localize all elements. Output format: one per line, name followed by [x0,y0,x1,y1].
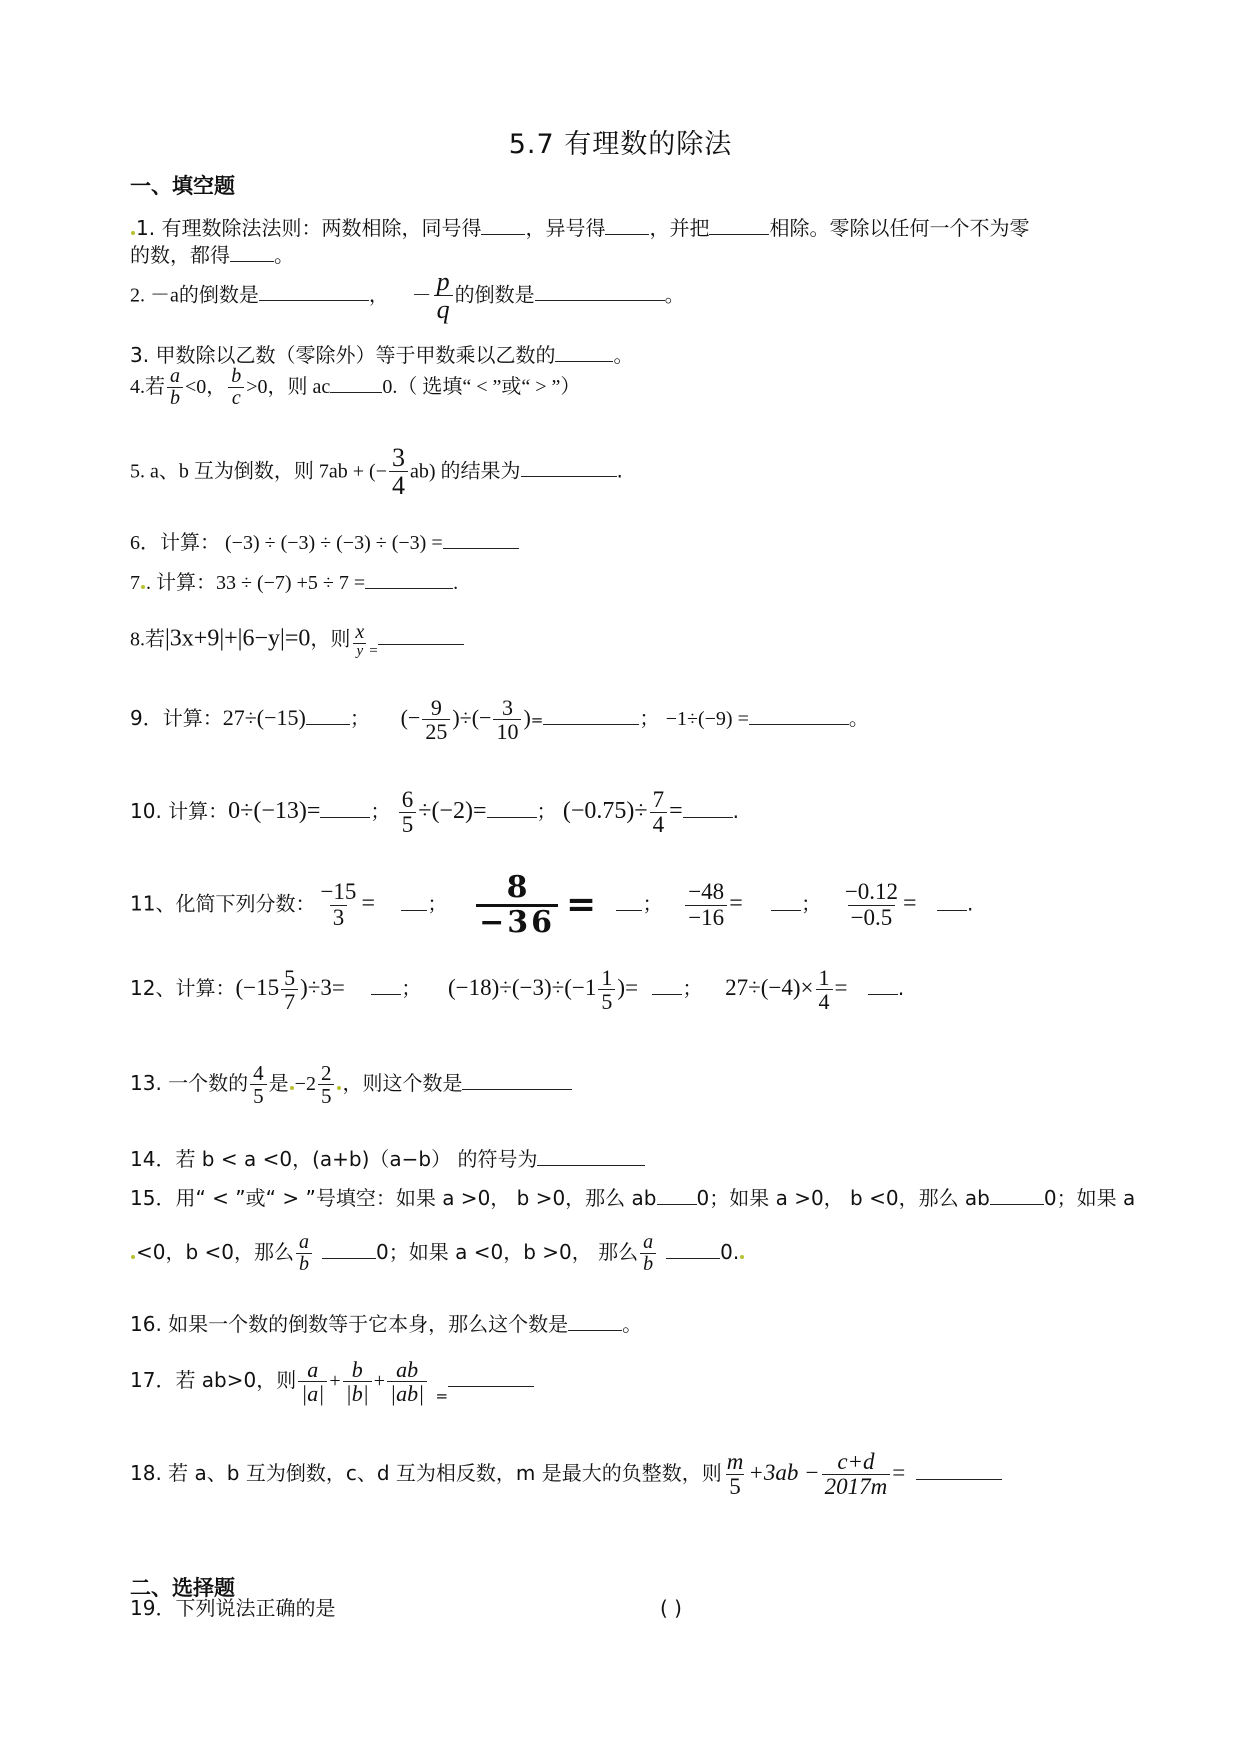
fraction-three-quarters: $\frac{3}{4}$ [389,444,408,500]
question-4: 4.若 $\frac{a}{b}$ <0， $\frac{b}{c}$ >0，则 ac 0.（ 选填“ < ”或“ > ”） [130,365,581,409]
expression-27-div-15: 27÷(−15) [222,705,306,731]
answer-blank[interactable] [916,1459,1002,1480]
answer-blank[interactable] [481,214,525,235]
question-2: 2. －a的倒数是 ， － $\frac{p}{q}$ 的倒数是 。 [130,267,685,325]
answer-blank[interactable] [568,1310,622,1331]
section-fill-heading: 一、填空题 [130,174,235,198]
question-1: 1. 有理数除法法则：两数相除，同号得 ，异号得 ，并把 相除。零除以任何一个不为零 [130,214,1029,240]
question-19-answer-bracket[interactable]: ( ) [660,1596,682,1620]
fraction-a-over-b: $\frac{a}{b}$ [167,366,183,409]
answer-blank[interactable] [616,890,642,911]
fraction-m-over-5: $\frac{m}{5}$ [726,1449,744,1500]
answer-blank[interactable] [462,1069,572,1090]
question-11: 11、化简下列分数： $\frac{-15}{3}$ = ； $\frac{8}{-36}$ = ； $\frac{-48}{-16}$ = ； $\frac{-0.12}{-0.5}$ = . [130,870,974,940]
fraction-5-over-7: $\frac{5}{7}$ [281,966,298,1013]
question-14: 14．若 b < a <0，(a+b)（a−b） 的符号为 [130,1145,645,1171]
answer-blank[interactable] [868,974,898,995]
answer-blank[interactable] [683,797,733,818]
answer-blank[interactable] [320,797,370,818]
question-9: 9．计算：27÷(−15) ； (− $\frac{9}{25}$ )÷(− $\frac{3}{10}$ )= ； −1÷(−9) = 。 [130,695,869,745]
dot-mark [141,585,145,589]
fraction-neg012-over-neg05: $\frac{-0.12}{-0.5}$ [844,879,899,930]
answer-blank[interactable] [543,704,639,725]
question-17: 17．若 ab>0，则 $\frac{a}{|a|}$ + $\frac{b}{|b|}$ + $\frac{ab}{|ab|}$ = [130,1358,534,1405]
answer-blank[interactable] [555,341,613,362]
dot-mark [740,1255,744,1259]
question-15: 15．用“ < ”或“ > ”号填空：如果 a >0， b >0，那么 ab 0；如果 a >0， b <0，那么 ab 0；如果 a [130,1186,1136,1210]
answer-blank[interactable] [443,528,519,549]
answer-blank[interactable] [378,624,464,645]
answer-blank[interactable] [709,214,769,235]
expression-neg1-div-9: −1÷(−9) = [665,708,749,731]
fraction-9-over-25: $\frac{9}{25}$ [422,696,450,743]
question-1-line-2: 的数，都得 。 [130,243,294,267]
answer-blank[interactable] [259,280,369,301]
question-7: 7 . 计算：33 ÷ (−7) +5 ÷ 7 = . [130,568,458,595]
answer-blank[interactable] [990,1184,1044,1205]
dot-mark [131,231,135,235]
question-3: 3. 甲数除以乙数（零除外）等于甲数乘以乙数的 。 [130,343,634,367]
question-12: 12、计算：(−15 $\frac{5}{7}$ )÷3= ； (−18)÷(−3)÷(−1 $\frac{1}{5}$ )= ； 27÷(−4)× $\frac{1}{4}$ = . [130,965,905,1015]
fraction-c-plus-d-over-2017m: $\frac{c+d}{2017m}$ [822,1450,891,1499]
answer-blank[interactable] [401,890,427,911]
dot-mark [290,1086,294,1090]
fraction-neg48-over-neg16: $\frac{-48}{-16}$ [685,880,727,929]
answer-blank[interactable] [448,1366,534,1387]
fraction-a-over-b: $\frac{a}{b}$ [640,1232,656,1275]
fraction-b-over-c: $\frac{b}{c}$ [228,366,244,409]
fraction-neg15-over-3: $\frac{-15}{3}$ [320,879,357,930]
fraction-2-over-5: $\frac{2}{5}$ [318,1062,335,1107]
question-16: 16. 如果一个数的倒数等于它本身，那么这个数是 。 [130,1312,643,1336]
fraction-a-over-b: $\frac{a}{b}$ [296,1232,312,1275]
fraction-4-over-5: $\frac{4}{5}$ [250,1062,267,1107]
answer-blank[interactable] [937,890,967,911]
answer-blank[interactable] [652,974,682,995]
dot-mark [337,1086,341,1090]
question-10: 10. 计算：0÷(−13)= ； $\frac{6}{5}$ ÷(−2)= ； (−0.75)÷ $\frac{7}{4}$ = . [130,787,739,838]
answer-blank[interactable] [749,704,849,725]
answer-blank[interactable] [605,214,649,235]
answer-blank[interactable] [330,372,382,393]
answer-blank[interactable] [771,890,801,911]
question-6: 6．计算： (−3) ÷ (−3) ÷ (−3) ÷ (−3) = [130,528,519,555]
answer-blank[interactable] [306,704,350,725]
equation-absolute-value: |3x+9|+|6−y|=0 [165,625,311,652]
fraction-8-over-neg36: $\frac{8}{-36}$ [476,872,558,938]
fraction-x-over-y: $\frac{x}{y}$ [355,621,365,659]
answer-blank[interactable] [487,797,537,818]
answer-blank[interactable] [666,1238,720,1259]
fraction-ab-over-abs-ab: $\frac{ab}{|ab|}$ [387,1358,427,1405]
question-13: 13. 一个数的 $\frac{4}{5}$ 是 −2 $\frac{2}{5}$ ，则这个数是 [130,1062,572,1107]
fraction-3-over-10: $\frac{3}{10}$ [493,696,521,743]
expression-0-div-13: 0÷(−13)= [228,798,321,825]
fraction-b-over-abs-b: $\frac{b}{|b|}$ [343,1358,372,1405]
fraction-7-over-4: $\frac{7}{4}$ [650,788,668,837]
section-choice-heading: 二、选择题 [130,1576,235,1600]
page-title: 5.7 有理数的除法 [508,129,733,160]
question-15-line-2: <0，b <0，那么 $\frac{a}{b}$ 0；如果 a <0，b >0， 那么 $\frac{a}{b}$ 0. [130,1232,745,1275]
fraction-p-over-q: $\frac{p}{q}$ [434,268,453,324]
answer-blank[interactable] [365,568,453,589]
fraction-a-over-abs-a: $\frac{a}{|a|}$ [298,1358,327,1405]
fraction-1-over-5: $\frac{1}{5}$ [598,966,615,1013]
answer-blank[interactable] [322,1238,376,1259]
answer-blank[interactable] [535,280,665,301]
answer-blank[interactable] [657,1184,697,1205]
question-19: 19．下列说法正确的是 [130,1596,336,1620]
question-5: 5. a、b 互为倒数，则 7ab + (− $\frac{3}{4}$ ab) 的结果为 . [130,443,623,501]
answer-blank[interactable] [230,241,274,262]
dot-mark [131,1255,135,1259]
fraction-6-over-5: $\frac{6}{5}$ [399,788,417,837]
fraction-1-over-4: $\frac{1}{4}$ [816,966,833,1013]
question-18: 18. 若 a、b 互为倒数，c、d 互为相反数，m 是最大的负整数，则 $\frac{m}{5}$ +3ab − $\frac{c+d}{2017m}$ = [130,1450,1002,1499]
answer-blank[interactable] [537,1145,645,1166]
answer-blank[interactable] [371,974,401,995]
question-8: 8.若|3x+9|+|6−y|=0，则 $\frac{x}{y}$ = [130,622,464,660]
answer-blank[interactable] [521,456,617,477]
